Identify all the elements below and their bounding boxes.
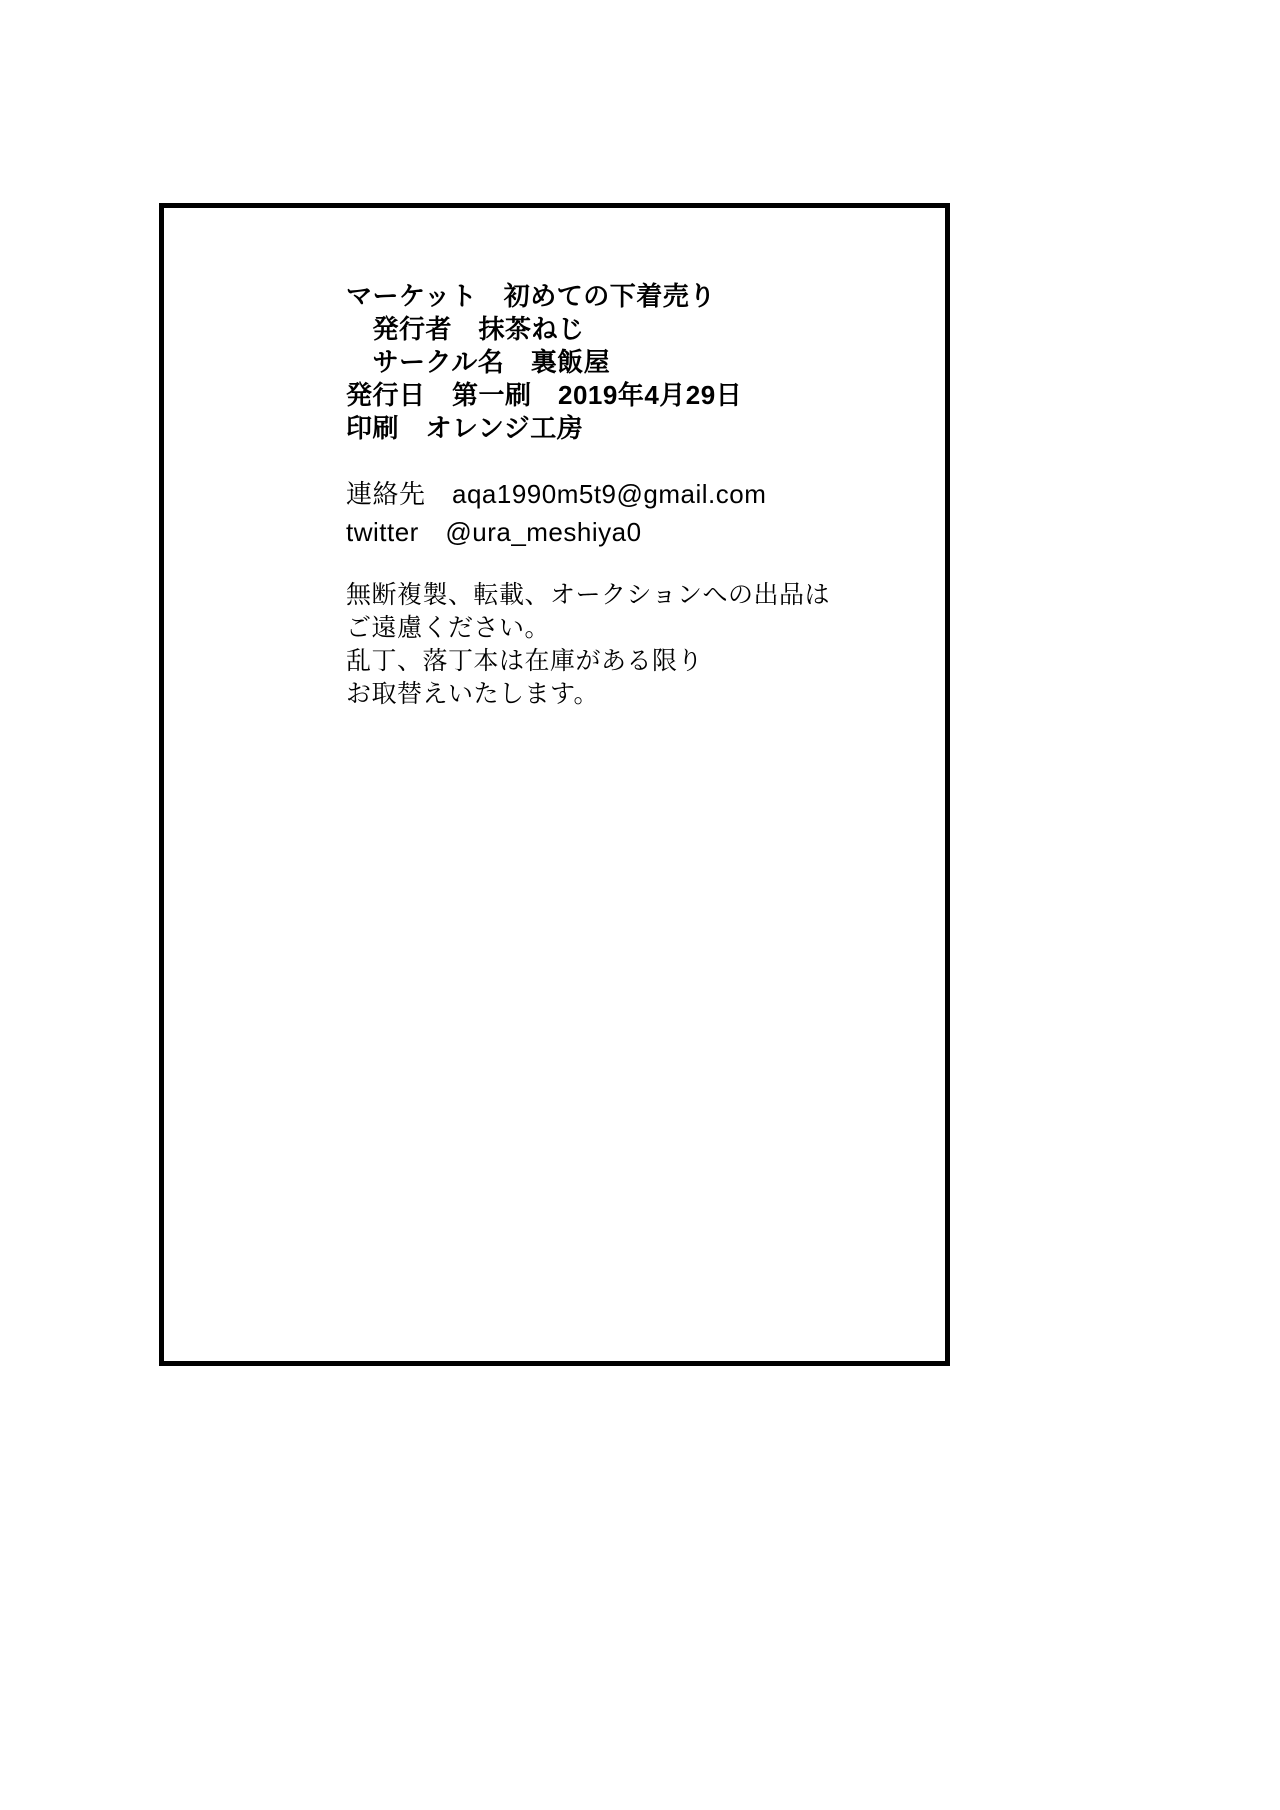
notice-line-2: ご遠慮ください。 xyxy=(346,614,551,642)
credits-block xyxy=(346,280,946,445)
spacer-credits-contact xyxy=(346,445,946,475)
publisher-line: 発行者 抹茶ねじ xyxy=(346,314,585,344)
contact-block xyxy=(346,475,946,551)
circle-name-line: サークル名 裏飯屋 xyxy=(346,347,611,377)
colophon-title: マーケット 初めての下着売り xyxy=(346,281,716,311)
printer-line: 印刷 オレンジ工房 xyxy=(346,413,584,443)
notice-line-4: お取替えいたします。 xyxy=(346,680,600,708)
contact-email-line: 連絡先 aqa1990m5t9@gmail.com xyxy=(346,479,767,509)
colophon xyxy=(346,280,946,711)
page-frame xyxy=(159,203,950,1366)
notice-line-3: 乱丁、落丁本は在庫がある限り xyxy=(346,647,704,675)
publication-date-line: 発行日 第一刷 2019年4月29日 xyxy=(346,380,743,410)
notice-line-1: 無断複製、転載、オークションへの出品は xyxy=(346,581,831,609)
contact-twitter-line: twitter @ura_meshiya0 xyxy=(346,517,642,547)
spacer-contact-notice xyxy=(346,551,946,579)
notice-block xyxy=(346,579,946,711)
